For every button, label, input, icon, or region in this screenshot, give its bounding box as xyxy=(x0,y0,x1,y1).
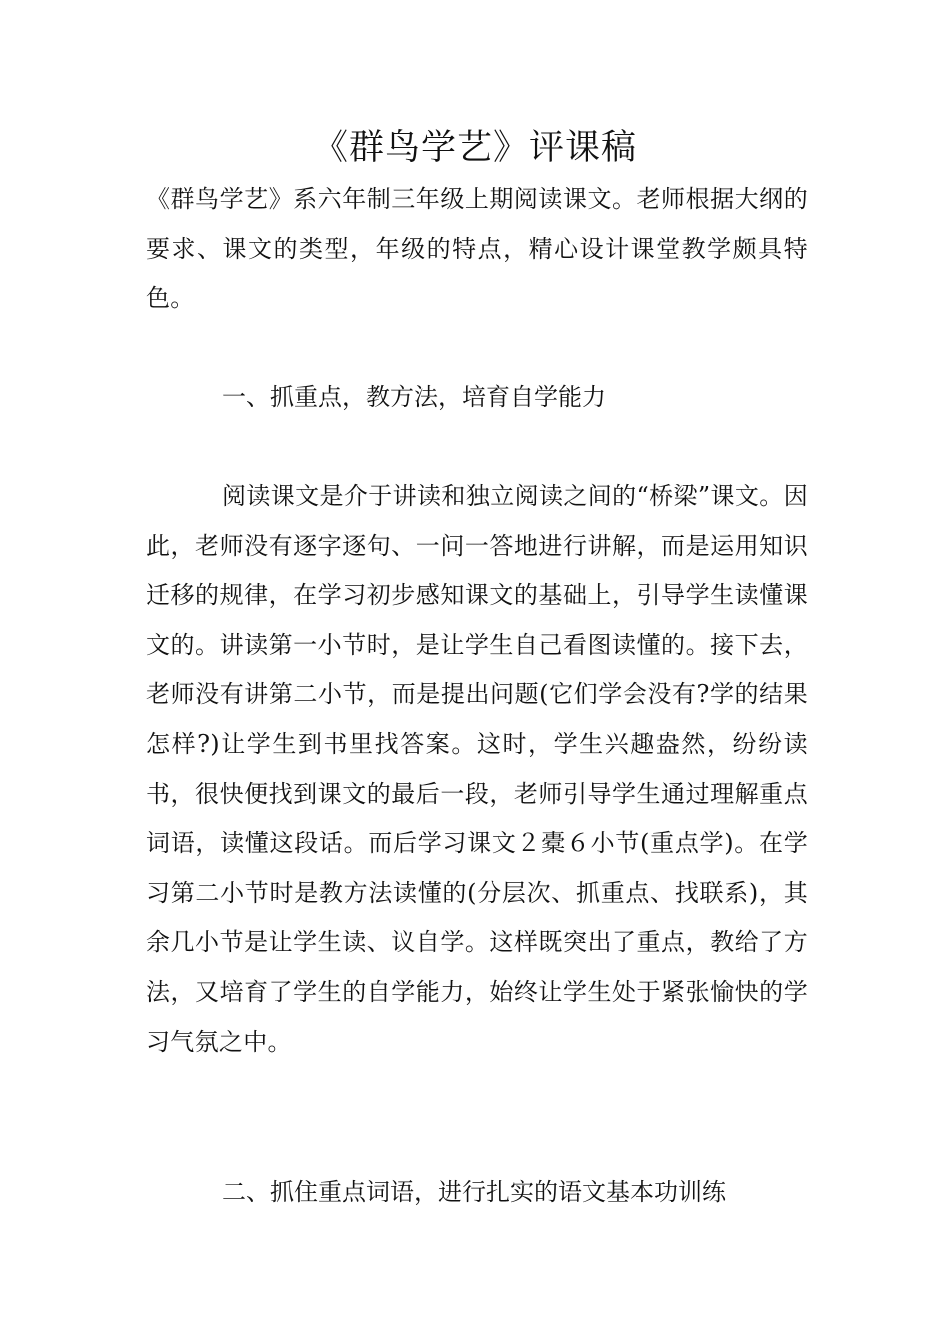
section1-heading: 一、抓重点，教方法，培育自学能力 xyxy=(222,383,606,411)
section2-heading: 二、抓住重点词语，进行扎实的语文基本功训练 xyxy=(222,1178,726,1206)
section1-paragraph: 阅读课文是介于讲读和独立阅读之间的“桥梁”课文。因此，老师没有逐字逐句、一问一答地进行讲解，而是运用知识迁移的规律，在学习初步感知课文的基础上，引导学生读懂课文的。讲读第一小节时，是让学生自己看图读懂的。接下去，老师没有讲第二小节，而是提出问题(它们学会没有?学的结果怎样?)让学生到书里找答案。这时，学生兴趣盎然，纷纷读书，很快便找到课文的最后一段，老师引导学生通过理解重点词语，读懂这段话。而后学习课文２橐６小节(重点学)。在学习第二小节时是教方法读懂的(分层次、抓重点、找联系)，其余几小节是让学生读、议自学。这样既突出了重点，教给了方法，又培育了学生的自学能力，始终让学生处于紧张愉快的学习气氛之中。 xyxy=(146,482,808,1056)
intro-paragraph: 《群鸟学艺》系六年制三年级上期阅读课文。老师根据大纲的要求、课文的类型，年级的特点，精心设计课堂教学颇具特色。 xyxy=(146,185,808,313)
document-title: 《群鸟学艺》评课稿 xyxy=(312,128,637,168)
